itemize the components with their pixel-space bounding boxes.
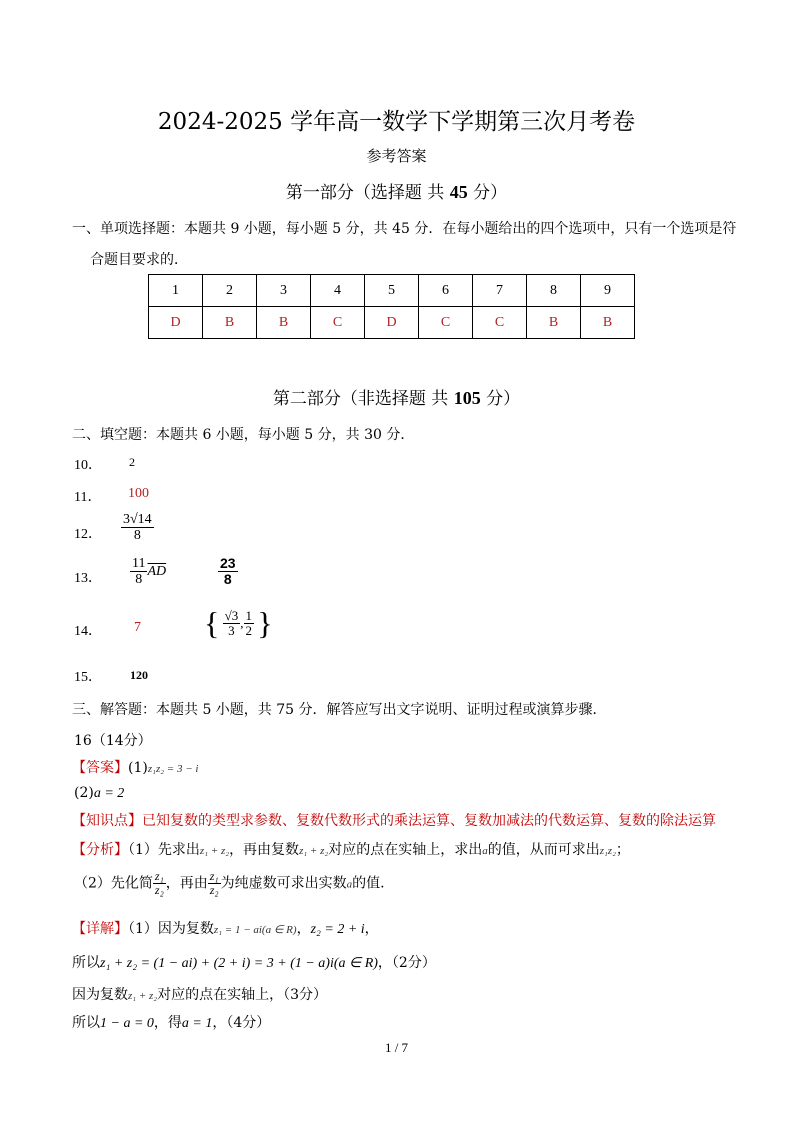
table-cell-answer: B [257,307,311,339]
analysis-1m3: a [482,845,488,857]
q13-denominator-2: 8 [223,571,232,588]
table-cell-answer: D [149,307,203,339]
part1-instruction-line1: 一、单项选择题：本题共 9 小题，每小题 5 分，共 45 分．在每小题给出的四个选项中，只有一个选项是符 [72,221,737,237]
analysis-frac-1 [153,870,166,897]
separator-glyph: , [240,615,244,631]
analysis-1m2: z₁ + z₂ [299,845,329,857]
q13-answer-1 [130,556,166,588]
table-cell-number: 1 [149,275,203,307]
q14-number: 14． [74,624,102,639]
analysis-2b: ，再由 [165,875,208,892]
detail-1m2: z₂ = 2 + i [310,922,365,937]
answer2-math: a = 2 [93,786,125,801]
analysis-frac-2 [208,870,221,897]
line4-a: 所以 [72,1015,100,1031]
line3-m: z₁ + z₂ [128,990,158,1002]
page-subtitle: 参考答案 [366,147,427,165]
q13-denominator-1: 8 [135,572,143,588]
frac1-den: z₂ [154,883,164,898]
analysis-label: 【分析】 [72,842,128,858]
analysis-1e: ； [615,842,630,858]
q14-numerator-b: 1 [245,607,252,623]
part1-heading-pre: 第一部分（选择题 共 [285,183,450,203]
analysis-2d: 的值. [352,875,385,892]
answer1-prefix: (1) [128,760,148,776]
analysis-1b: ，再由复数 [229,842,300,858]
table-cell-answer: B [203,307,257,339]
q12-fraction [121,512,154,544]
detail-1m1: z₁ = 1 − ai(a ∈ R) [213,924,297,936]
q12-answer [121,512,154,544]
part1-heading [0,178,793,203]
analysis-1m4: z₁z₂ [599,845,616,857]
line2-b: ，（2分） [377,955,436,971]
q16-header: 16（14分） [74,733,152,749]
table-cell-number: 4 [311,275,365,307]
line4-m2: a = 1 [181,1016,213,1031]
q16-analysis-line1 [72,839,630,859]
part2-heading-post: 分） [480,389,521,409]
answer1-math: z₁z₂ = 3 − i [147,763,199,775]
right-brace-glyph: } [257,605,273,641]
table-cell-number: 9 [581,275,635,307]
part1-heading-post: 分） [467,183,508,203]
table-cell-number: 7 [473,275,527,307]
frac1-num: z₁ [154,869,164,883]
detail-1b: ， [296,921,311,937]
page-title: 2024-2025 学年高一数学下学期第三次月考卷 [157,109,636,135]
q15-number: 15． [74,670,102,685]
table-cell-answer: C [473,307,527,339]
q12-numerator: 3√14 [123,512,152,527]
detail-1a: （1）因为复数 [128,921,214,937]
part1-heading-score: 45 [449,182,468,202]
q14-fraction-a [223,607,244,639]
table-cell-answer: D [365,307,419,339]
q16-detail-line2 [72,952,436,972]
part1-instruction-line2: 合题目要求的． [90,252,188,268]
line4-c: ，（4分） [212,1015,271,1031]
answer-label: 【答案】 [72,760,128,776]
frac2-num: z₁ [209,869,219,883]
table-cell-answer: B [527,307,581,339]
table-cell-number: 8 [527,275,581,307]
table-cell-number: 5 [365,275,419,307]
answer-table-answer-row [149,307,635,339]
line4-m1: 1 − a = 0 [100,1016,154,1031]
q13-vector: $\overline{AD}$ [147,563,167,579]
answer-table [148,274,635,339]
q11-answer: 100 [128,486,149,501]
q11-number: 11． [74,490,102,505]
q14-fraction-b [244,609,255,639]
table-cell-number: 6 [419,275,473,307]
q12-number: 12． [74,527,102,542]
q13-fraction-1 [130,556,147,588]
table-cell-answer: C [311,307,365,339]
table-cell-number: 3 [257,275,311,307]
analysis-1a: （1）先求出 [128,842,200,858]
q16-detail-line3 [72,984,327,1004]
q13-fraction-2 [218,556,238,588]
q14-numerator-a: √3 [224,607,239,623]
analysis-2a: （2）先化简 [74,875,153,892]
analysis-2c: 为纯虚数可求出实数 [220,875,347,892]
q16-knowledge [72,810,716,830]
q13-numerator-2: 23 [220,555,236,571]
q13-numerator-1: 11 [132,556,146,571]
table-cell-answer: B [581,307,635,339]
detail-label: 【详解】 [72,921,128,937]
line3-a: 因为复数 [72,987,128,1003]
q16-answer-line1 [72,757,198,777]
q14-denominator-a: 3 [228,623,235,638]
table-cell-number: 2 [203,275,257,307]
q16-answer-line2 [74,785,124,802]
line4-b: ，得 [153,1015,182,1031]
knowledge-label: 【知识点】 [72,813,142,829]
q13-answer-2 [218,556,238,588]
frac2-den: z₂ [209,883,219,898]
answer2-prefix: (2) [74,785,94,801]
part2-heading [0,384,793,409]
q10-answer: 2 [129,455,135,469]
fill-instruction: 二、填空题：本题共 6 小题，每小题 5 分，共 30 分． [72,427,415,443]
answer-table-number-row [149,275,635,307]
q12-denominator: 8 [133,528,141,544]
q13-number: 13． [74,571,102,586]
knowledge-text: 已知复数的类型求参数、复数代数形式的乘法运算、复数加减法的代数运算、复数的除法运算 [142,813,716,829]
solve-instruction: 三、解答题：本题共 5 小题，共 75 分．解答应写出文字说明、证明过程或演算步骤． [72,702,607,718]
detail-1c: ， [364,921,379,937]
line3-b: 对应的点在实轴上，（3分） [157,987,328,1003]
q16-detail-line4 [72,1012,270,1032]
analysis-1m1: z₁ + z₂ [199,845,230,857]
q16-detail-line1 [72,918,379,938]
analysis-2m: a [346,878,353,891]
q14-denominator-b: 2 [245,623,252,638]
table-cell-answer: C [419,307,473,339]
part2-heading-score: 105 [453,388,481,408]
line2-a: 所以 [72,955,100,971]
q15-answer: 120 [130,668,148,682]
line2-m: z₁ + z₂ = (1 − ai) + (2 + i) = 3 + (1 − a)i(a ∈ R) [100,956,378,971]
q10-number: 10． [74,458,102,473]
analysis-1c: 对应的点在实轴上，求出 [328,842,483,858]
analysis-1d: 的值，从而可求出 [487,842,600,858]
q16-analysis-line2 [74,870,385,897]
page-number: 1 / 7 [384,1040,409,1055]
q14-answer-2 [204,605,273,642]
q14-answer-1: 7 [134,620,141,635]
left-brace-glyph: { [204,605,220,641]
part2-heading-pre: 第二部分（非选择题 共 [272,389,454,409]
